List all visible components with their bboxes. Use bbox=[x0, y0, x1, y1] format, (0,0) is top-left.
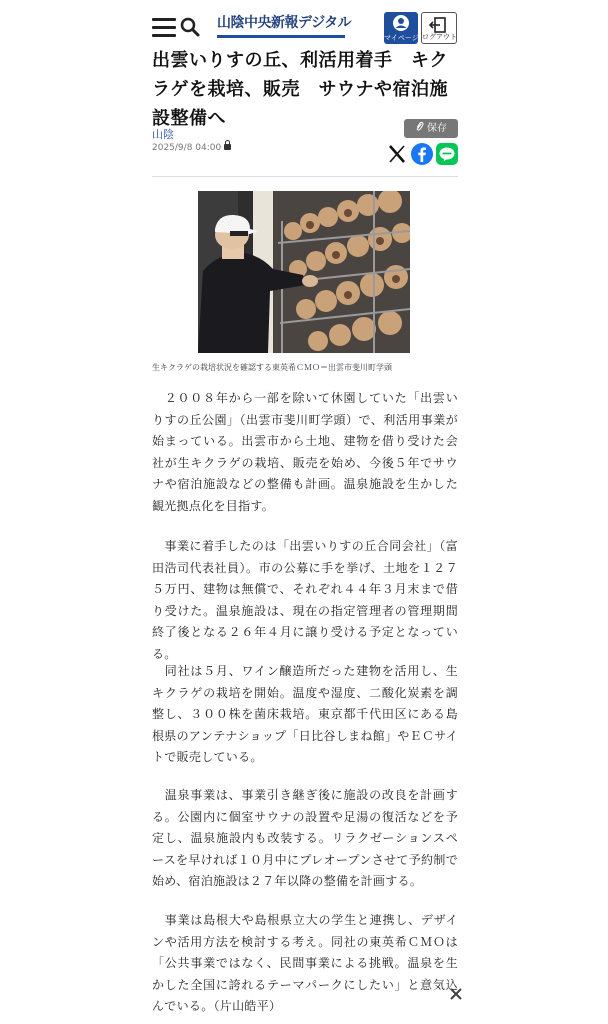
article-category[interactable]: 山陰 bbox=[152, 128, 174, 141]
article-date bbox=[152, 143, 231, 153]
article-paragraph-3: 同社は５月、ワイン醸造所だった建物を活用し、生キクラゲの栽培を開始。温度や湿度、二酸化炭素を調整し、３００株を菌床栽培。東京都千代田区にある島根県のアンテナショップ「日比谷しまね館」やＥＣサイトで販売している。 bbox=[152, 664, 458, 764]
close-icon[interactable] bbox=[447, 985, 465, 1003]
x-share-icon[interactable] bbox=[386, 143, 408, 165]
mypage-button[interactable] bbox=[384, 12, 418, 44]
paperclip-icon bbox=[415, 121, 424, 132]
site-header bbox=[0, 0, 608, 48]
save-button[interactable] bbox=[404, 119, 458, 138]
article-paragraph-1: ２００８年から一部を除いて休園していた「出雲いりすの丘公園」（出雲市斐川町学頭）で、利活用事業が始まっている。出雲市から土地、建物を借り受けた会社が生キクラゲの栽培、販売を始め、今後５年でサウナや宿泊施設などの整備も計画。温泉施設を生かした観光拠点化を目指す。 bbox=[152, 391, 458, 513]
photo-caption: 生キクラゲの栽培状況を確認する東英希ＣＭＯ＝出雲市斐川町学頭 bbox=[152, 363, 392, 372]
facebook-share-icon[interactable] bbox=[411, 143, 433, 165]
hamburger-menu-icon[interactable] bbox=[152, 18, 176, 36]
mypage-label: マイページ bbox=[384, 34, 419, 42]
site-logo[interactable]: 山陰中央新報デジタル bbox=[217, 13, 345, 38]
kikurage-cultivation-photo bbox=[198, 191, 410, 353]
lock-icon bbox=[224, 144, 231, 150]
article-paragraph-4: 温泉事業は、事業引き継ぎ後に施設の改良を計画する。公園内に個室サウナの設置や足湯の復活などを予定し、温泉施設内も改装する。リラクゼーションスペースを早ければ１０月中にプレオープンさせて予約制で始め、宿泊施設は２７年以降の整備を計画する。 bbox=[152, 788, 458, 888]
save-label: 保存 bbox=[427, 123, 447, 134]
line-share-icon[interactable] bbox=[436, 143, 458, 165]
logout-button[interactable] bbox=[421, 12, 457, 44]
article-paragraph-2: 事業に着手したのは「出雲いりすの丘合同会社」（富田浩司代表社員）。市の公募に手を挙げ、土地を１２７５万円、建物は無償で、それぞれ４４年３月末まで借り受けた。温泉施設は、現在の指定管理者の管理期間終了後となる２６年４月に譲り受ける予定となっている。 bbox=[152, 539, 458, 661]
article-photo bbox=[198, 191, 410, 353]
search-icon[interactable] bbox=[180, 17, 200, 37]
logout-label: ログアウト bbox=[422, 33, 457, 41]
article-date-text: 2025/9/8 04:00 bbox=[152, 143, 222, 153]
article-title: 出雲いりすの丘、利活用着手 キクラゲを栽培、販売 サウナや宿泊施設整備へ bbox=[152, 50, 448, 129]
article-paragraph-5: 事業は島根大や島根県立大の学生と連携し、デザインや活用方法を検討する考え。同社の東英希ＣＭＯは「公共事業ではなく、民間事業による挑戦。温泉を生かした全国に誇れるテーマパークにしたい」と意気込んでいる。（片山皓平） bbox=[152, 913, 458, 1013]
header-divider bbox=[152, 176, 458, 177]
